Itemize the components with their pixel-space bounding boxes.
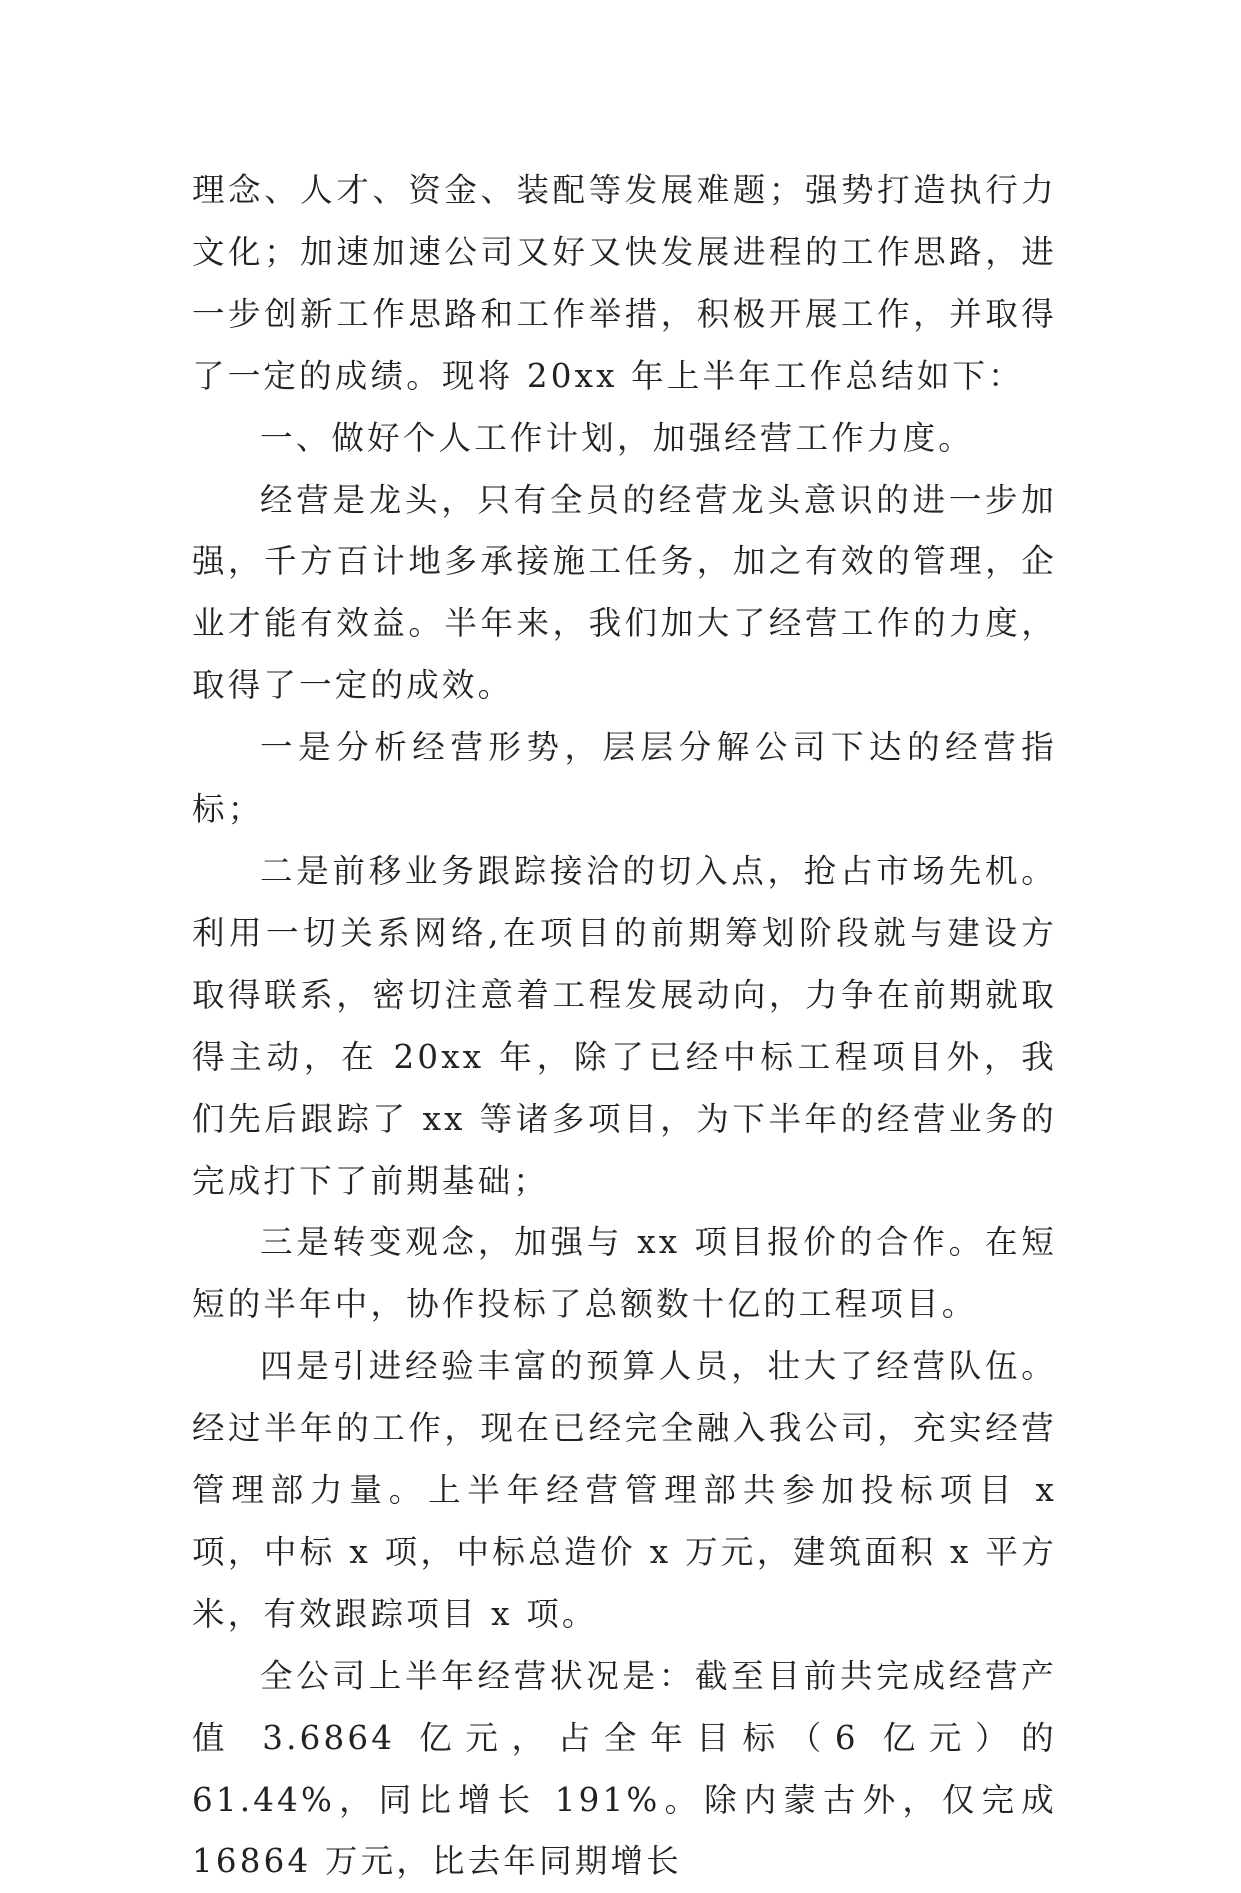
section-heading-1: 一、做好个人工作计划，加强经营工作力度。 — [260, 418, 975, 457]
list-item-3: 三是转变观念，加强与 xx 项目报价的合作。在短短的半年中，协作投标了总额数十亿的工程项目。 — [192, 1223, 1057, 1324]
list-item-1: 一是分析经营形势，层层分解公司下达的经营指标； — [192, 728, 1057, 829]
paragraph-summary: 全公司上半年经营状况是：截至目前共完成经营产值 3.6864 亿元，占全年目标（6 亿元）的 61.44%，同比增长 191%。除内蒙古外，仅完成 16864 万元，比去年同期增长 — [192, 1656, 1057, 1881]
list-item-4: 四是引进经验丰富的预算人员，壮大了经营队伍。经过半年的工作，现在已经完全融入我公司，充实经营管理部力量。上半年经营管理部共参加投标项目 x 项，中标 x 项，中标总造价 x 万元，建筑面积 x 平方米，有效跟踪项目 x 项。 — [192, 1347, 1057, 1633]
list-item-2: 二是前移业务跟踪接洽的切入点，抢占市场先机。利用一切关系网络,在项目的前期筹划阶段就与建设方取得联系，密切注意着工程发展动向，力争在前期就取得主动，在 20xx 年，除了已经中标工程项目外，我们先后跟踪了 xx 等诸多项目，为下半年的经营业务的完成打下了前期基础； — [192, 851, 1057, 1200]
paragraph-business-lead: 经营是龙头，只有全员的经营龙头意识的进一步加强，千方百计地多承接施工任务，加之有效的管理，企业才能有效益。半年来，我们加大了经营工作的力度，取得了一定的成效。 — [192, 480, 1057, 705]
document-body — [192, 160, 1057, 1893]
paragraph-intro: 理念、人才、资金、装配等发展难题；强势打造执行力文化；加速加速公司又好又快发展进程的工作思路，进一步创新工作思路和工作举措，积极开展工作，并取得了一定的成绩。现将 20xx 年上半年工作总结如下： — [192, 171, 1057, 395]
